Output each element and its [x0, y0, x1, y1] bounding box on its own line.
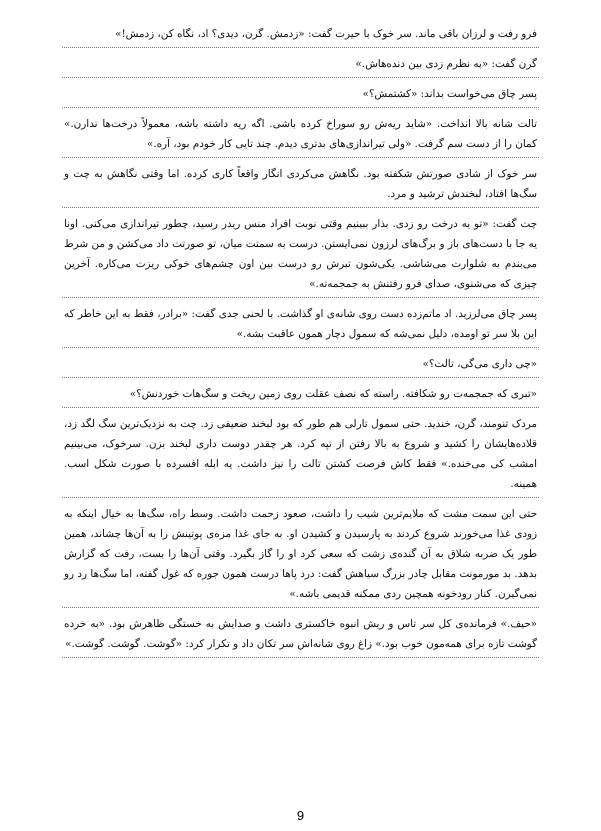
- paragraph-4: تالت شانه بالا انداخت. «شاید ریه‌ش رو سوراخ کرده باشی. اگه ریه داشته باشه، معمولاً درخت‌ها ندارن.» کمان را از دست سم گرفت. «ولی تیراندازی‌های بدتری دیدم. چند تایی کار خودم بود، آره.»: [62, 112, 539, 158]
- paragraph-9: «تبری که جمجمه‌ت رو شکافته. راسته که نصف عقلت روی زمین ریخت و سگ‌هات خوردنش؟»: [62, 382, 539, 408]
- page-number: 9: [296, 808, 305, 823]
- paragraph-11: حتی این سمت مشت که ملایم‌ترین شیب را داشت، صعود زحمت داشت. وسط راه، سگ‌ها به خیال اینکه به زودی غذا می‌خورند شروع کردند به پارسیدن و کشیدن او. به جای غذا مزه‌ی پوتینش را به آن‌ها چشاند، همین طور یک ضربه شلاق به آن گنده‌ی زشت که سعی کرد او را گاز بگیرد. وقتی آن‌ها را بست، رفت که گزارش بدهد. بد مورمونت مقابل چادر بزرگ سیاهش گفت: درد پاها درست همون جوره که غول گفته، اما سگ‌ها رد رو نمی‌گیرن. کنار رودخونه همچین ردی ممکنه قدیمی باشه.»: [62, 502, 539, 608]
- paragraph-1: فرو رفت و لرزان باقی ماند. سر خوک با حیرت گفت: «زدمش. گرن، دیدی؟ اد، نگاه کن، زدمش!»: [62, 22, 539, 48]
- paragraph-2: گرن گفت: «به نظرم زدی بین دنده‌هاش.»: [62, 52, 539, 78]
- paragraph-3: پسر چاق می‌خواست بداند: «کشتمش؟»: [62, 82, 539, 108]
- paragraph-10: مردک تنومند، گرن، خندید. حتی سمول تارلی هم طور که بود لبخند ضعیفی زد. چت به نزدیک‌ترین سگ لگد زد، قلاده‌هایشان را کشید و شروع به بالا رفتن از تپه کرد. هر چقدر دوست داری لبخند بزن. سرخوک، می‌بینیم امشب کی می‌خنده.» فقط کاش فرصت کشتن تالت را نیز داشت. یه ابله افسرده با صورت شکل اسب. همینه.: [62, 412, 539, 498]
- paragraph-12: «حیف.» فرمانده‌ی کل سر تاس و ریش انبوه خاکستری داشت و صدایش به خستگی ظاهرش بود. «به خرده گوشت تازه برای همه‌مون خوب بود.» زاغ روی شانه‌اش سر تکان داد و تکرار کرد: «گوشت. گوشت. گوشت.»: [62, 612, 539, 658]
- body-text: [62, 22, 539, 658]
- paragraph-5: سر خوک از شادی صورتش شکفته بود. نگاهش می‌کردی انگار واقعاً کاری کرده. اما وقتی نگاهش به چت و سگ‌ها افتاد، لبخندش ترشید و مرد.: [62, 162, 539, 208]
- paragraph-8: «چی داری می‌گی، تالت؟»: [62, 352, 539, 378]
- paragraph-7: پسر چاق می‌لرزید. اد ماتم‌زده دست روی شانه‌ی او گذاشت. با لحنی جدی گفت: «برادر، فقط به این خاطر که این بلا سر تو اومده، دلیل نمی‌شه که سمول دچار همون عاقبت بشه.»: [62, 302, 539, 348]
- paragraph-6: چت گفت: «تو یه درخت رو زدی. بذار ببینیم وقتی نوبت افراد منس ریدر رسید، چطور تیراندازی می‌کنی. اونا یه جا با دست‌های باز و برگ‌های لرزون نمی‌ایستن. درست به سمتت میان، تو صورتت داد می‌کشن و من شرط می‌بندم به شلوارت می‌شاشی. یکی‌شون تبرش رو درست بین اون چشم‌های خوکی ریزت می‌کاره. آخرین چیزی که می‌شنوی، صدای فرو رفتنش به جمجمه‌ته.»: [62, 212, 539, 298]
